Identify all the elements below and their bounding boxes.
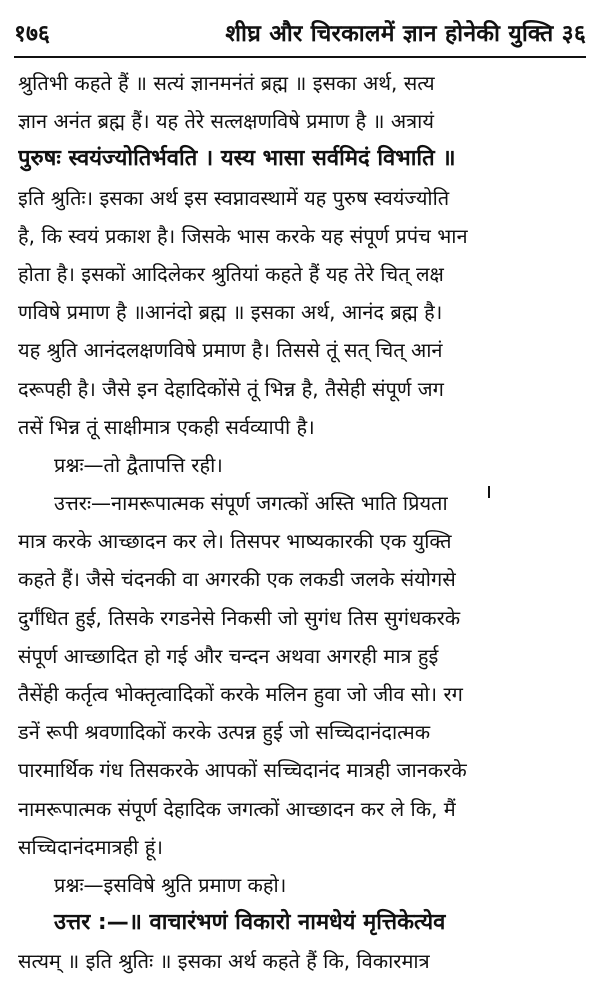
answer-line: उत्तर :—॥ वाचारंभणं विकारो नामधेयं मृत्तिकेत्येव — [54, 910, 446, 936]
text-line: पारमार्थिक गंध तिसकरके आपकों सच्चिदानंद मात्रही जानकरके — [18, 758, 467, 783]
text-line: ज्ञान अनंत ब्रह्म हैं। यह तेरे सत्लक्षणविषे प्रमाण है ॥ अत्रायं — [18, 109, 434, 134]
page-number: १७६ — [14, 21, 50, 47]
page-header — [14, 10, 586, 54]
text-line: सच्चिदानंदमात्रही हूं। — [18, 834, 163, 859]
running-title: शीघ्र और चिरकालमें ज्ञान होनेकी युक्ति ३६ — [225, 21, 586, 47]
text-line: है, कि स्वयं प्रकाश है। जिसके भास करके यह संपूर्ण प्रपंच भान — [18, 223, 468, 248]
stray-mark — [488, 486, 490, 498]
question-line: प्रश्नः—इसविषे श्रुति प्रमाण कहो। — [54, 872, 287, 897]
header-rule — [14, 56, 586, 58]
text-line: श्रुतिभी कहते हैं ॥ सत्यं ज्ञानमनंतं ब्रह्म ॥ इसका अर्थ, सत्य — [18, 71, 435, 95]
text-line: कहते हैं। जैसे चंदनकी वा अगरकी एक लकडी जलके संयोगसे — [18, 567, 456, 592]
text-line: तैसेंही कर्तृत्व भोक्तृत्वादिकों करके मलिन हुवा जो जीव सो। रग — [18, 682, 463, 706]
text-line: सत्यम् ॥ इति श्रुतिः ॥ इसका अर्थ कहते हैं कि, विकारमात्र — [18, 949, 430, 974]
text-line: तसें भिन्न तूं साक्षीमात्र एकही सर्वव्यापी है। — [18, 414, 315, 439]
text-line: इति श्रुतिः। इसका अर्थ इस स्वप्नावस्थामें यह पुरुष स्वयंज्योति — [18, 185, 450, 210]
text-line: नामरूपात्मक संपूर्ण देहादिक जगत्कों आच्छादन कर ले कि, मैं — [18, 796, 456, 821]
text-line: डनें रूपी श्रवणादिकों करके उत्पन्न हुई जो सच्चिदानंदात्मक — [18, 720, 431, 745]
text-line: पुरुषः स्वयंज्योतिर्भवति । यस्य भासा सर्वमिदं विभाति ॥ — [18, 146, 456, 172]
question-line: प्रश्नः—तो द्वैतापत्ति रही। — [54, 452, 223, 477]
text-line: होता है। इसकों आदिलेकर श्रुतियां कहते हैं यह तेरे चित् लक्ष — [18, 261, 444, 286]
text-body — [18, 64, 586, 981]
text-line: दरूपही है। जैसे इन देहादिकोंसे तूं भिन्न है, तैसेही संपूर्ण जग — [18, 376, 444, 401]
answer-line: उत्तरः—नामरूपात्मक संपूर्ण जगत्कों अस्ति भाति प्रियता — [54, 491, 448, 516]
text-line: णविषे प्रमाण है ॥आनंदो ब्रह्म ॥ इसका अर्थ, आनंद ब्रह्म है। — [18, 300, 443, 325]
text-line: मात्र करके आच्छादन कर ले। तिसपर भाष्यकारकी एक युक्ति — [18, 529, 452, 554]
text-line: दुर्गंधित हुई, तिसके रगडनेसे निकसी जो सुगंध तिस सुगंधकरके — [18, 605, 461, 630]
text-line: संपूर्ण आच्छादित हो गई और चन्दन अथवा अगरही मात्र हुई — [18, 643, 439, 668]
text-line: यह श्रुति आनंदलक्षणविषे प्रमाण है। तिससे तूं सत् चित् आनं — [18, 338, 443, 363]
